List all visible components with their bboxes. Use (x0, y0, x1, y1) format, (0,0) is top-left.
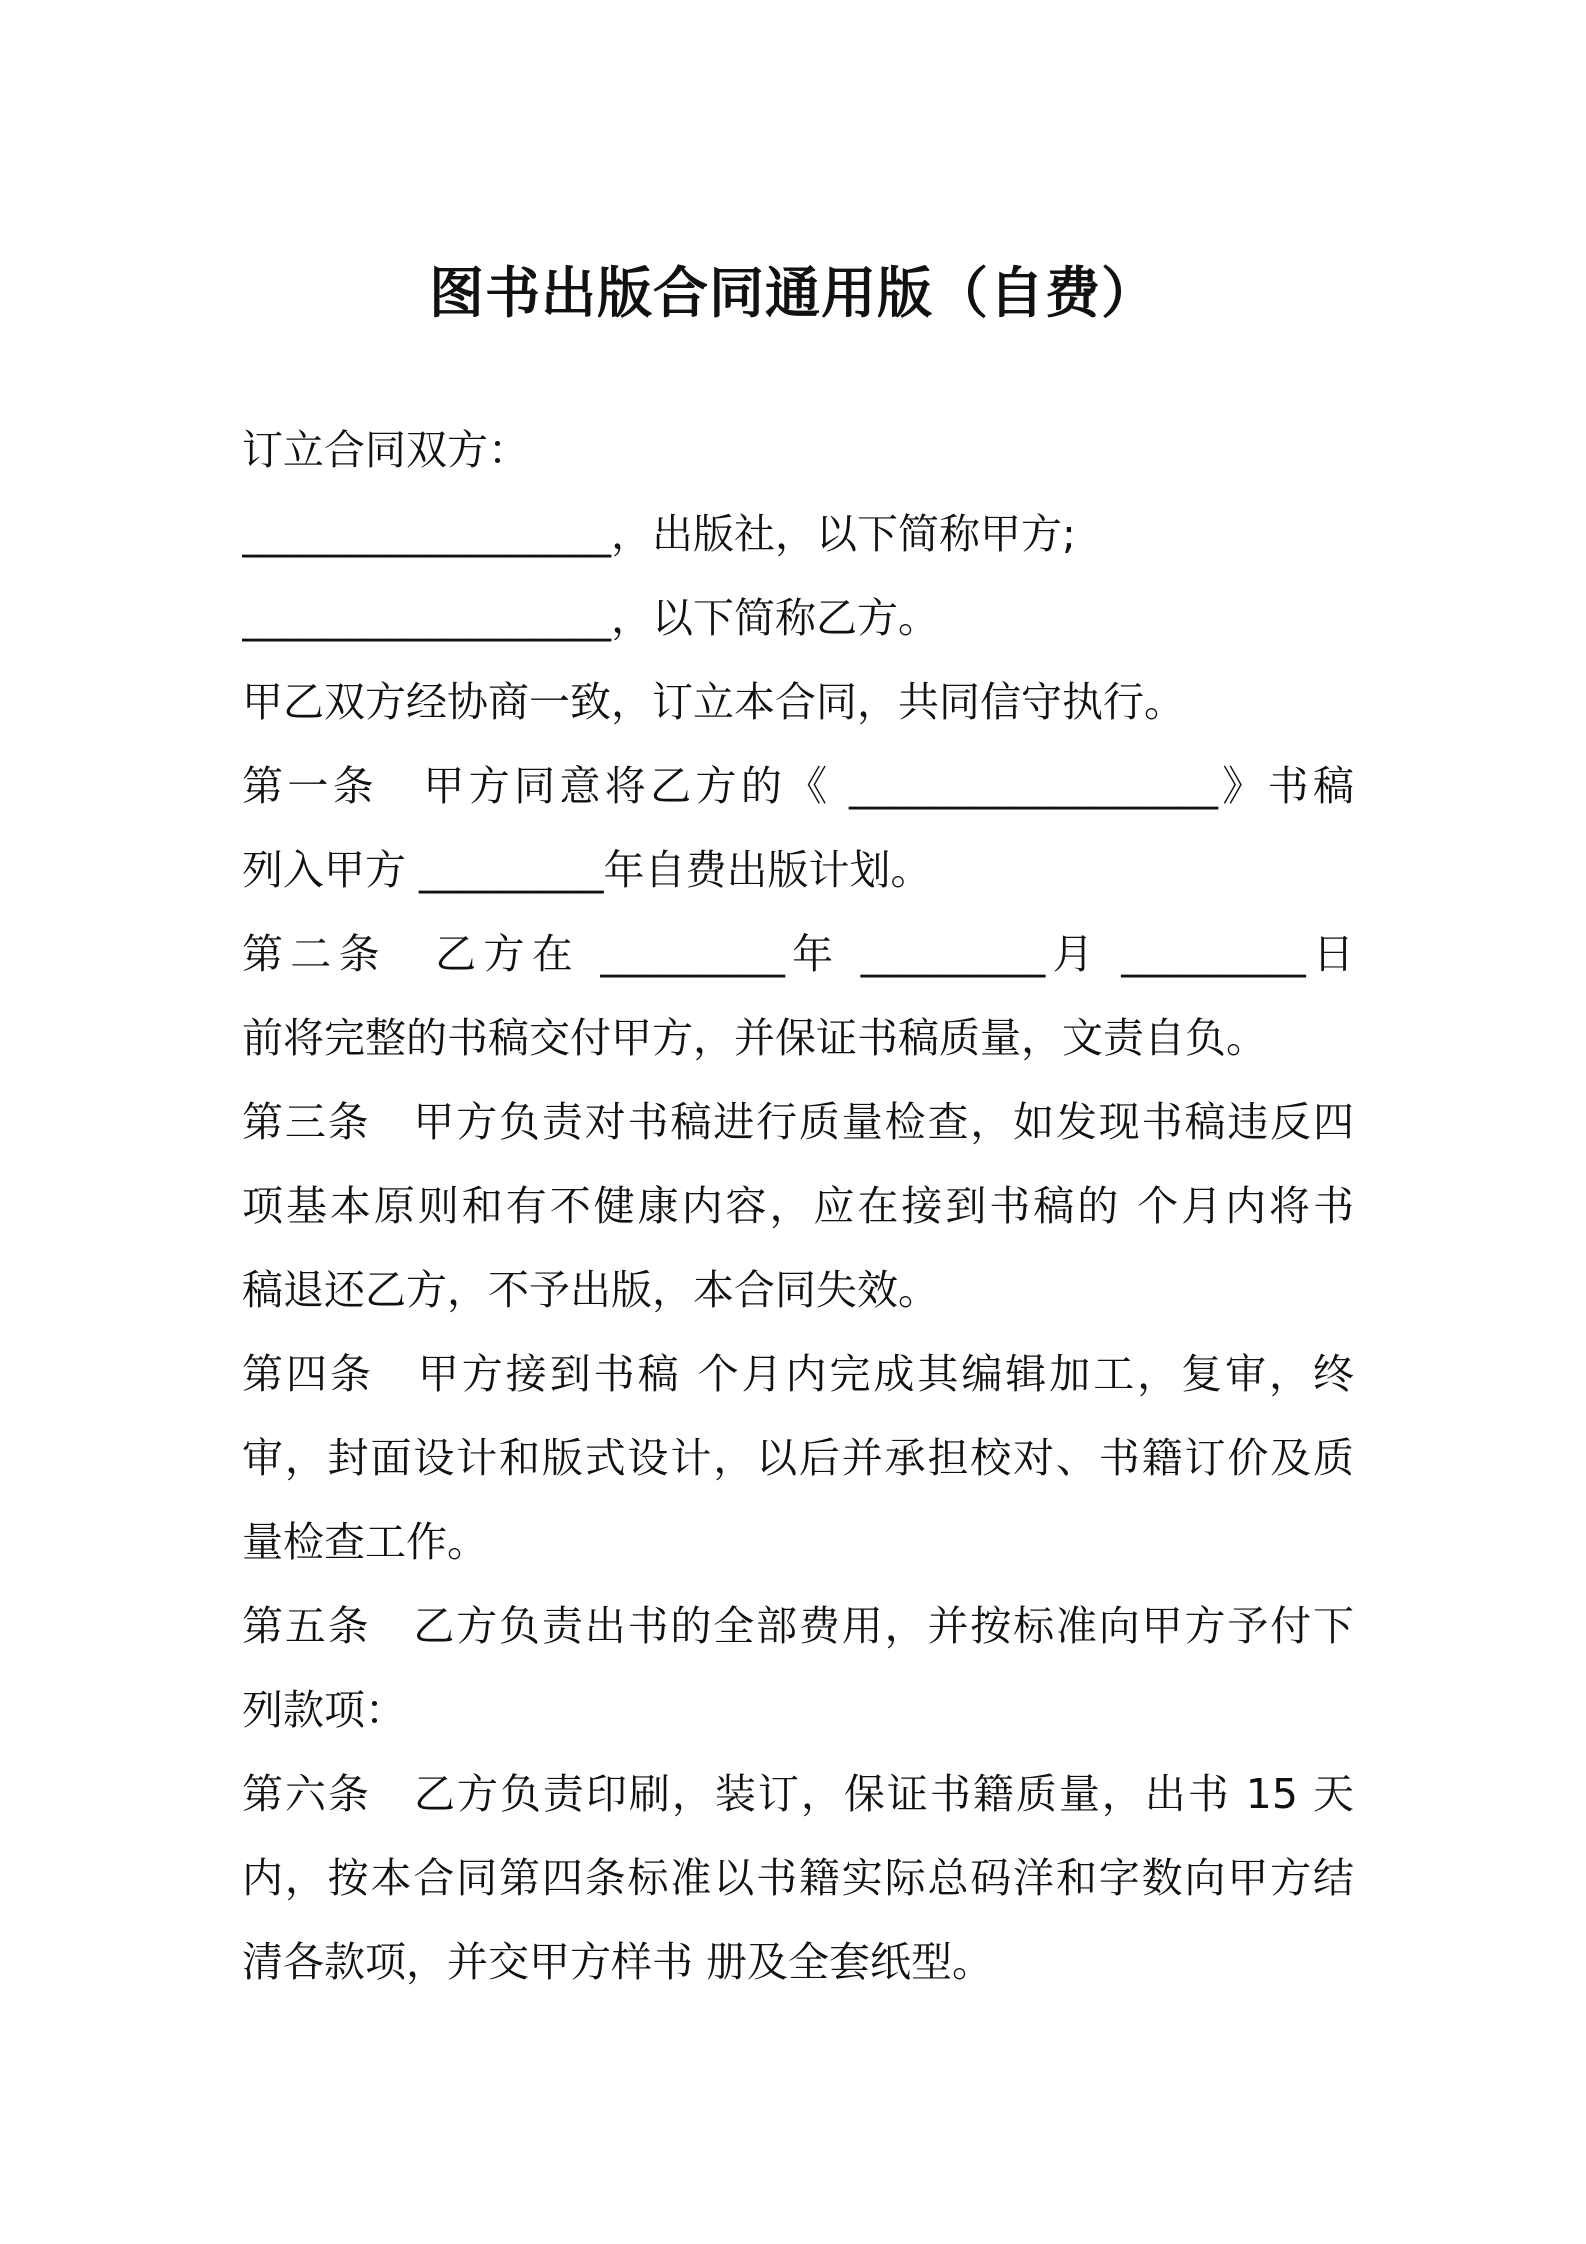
paragraph-line: 内，按本合同第四条标准以书籍实际总码洋和字数向甲方结 (242, 1854, 1354, 1902)
paragraph-line: 第一条 甲方同意将乙方的《 __________________》书稿 (242, 762, 1354, 810)
paragraph-line: 项基本原则和有不健康内容，应在接到书稿的 个月内将书 (242, 1182, 1354, 1230)
paragraph-line: 稿退还乙方，不予出版，本合同失效。 (242, 1266, 939, 1314)
paragraph-line: 第四条 甲方接到书稿 个月内完成其编辑加工，复审，终 (242, 1350, 1354, 1398)
paragraph-line: 清各款项，并交甲方样书 册及全套纸型。 (242, 1938, 994, 1986)
paragraph-line: 第五条 乙方负责出书的全部费用，并按标准向甲方予付下 (242, 1602, 1354, 1650)
paragraph-line: 列入甲方 _________年自费出版计划。 (242, 846, 932, 894)
paragraph-line: __________________，出版社，以下简称甲方; (242, 510, 1076, 558)
paragraph-line: 甲乙双方经协商一致，订立本合同，共同信守执行。 (242, 678, 1185, 726)
paragraph-line: 第三条 甲方负责对书稿进行质量检查，如发现书稿违反四 (242, 1098, 1354, 1146)
paragraph-line: 量检查工作。 (242, 1518, 488, 1566)
paragraph-line: 前将完整的书稿交付甲方，并保证书稿质量，文责自负。 (242, 1014, 1267, 1062)
paragraph-line: 审，封面设计和版式设计，以后并承担校对、书籍订价及质 (242, 1434, 1354, 1482)
paragraph-line: 第六条 乙方负责印刷，装订，保证书籍质量，出书 15 天 (242, 1770, 1354, 1818)
paragraph-line: 第二条 乙方在 _________年 _________月 _________日 (242, 930, 1354, 978)
document-title: 图书出版合同通用版（自费） (428, 261, 1157, 325)
paragraph-line: 列款项： (242, 1686, 406, 1734)
document-body (242, 408, 1354, 2004)
paragraph-line: __________________，以下简称乙方。 (242, 594, 939, 642)
paragraph-line: 订立合同双方： (242, 426, 529, 474)
